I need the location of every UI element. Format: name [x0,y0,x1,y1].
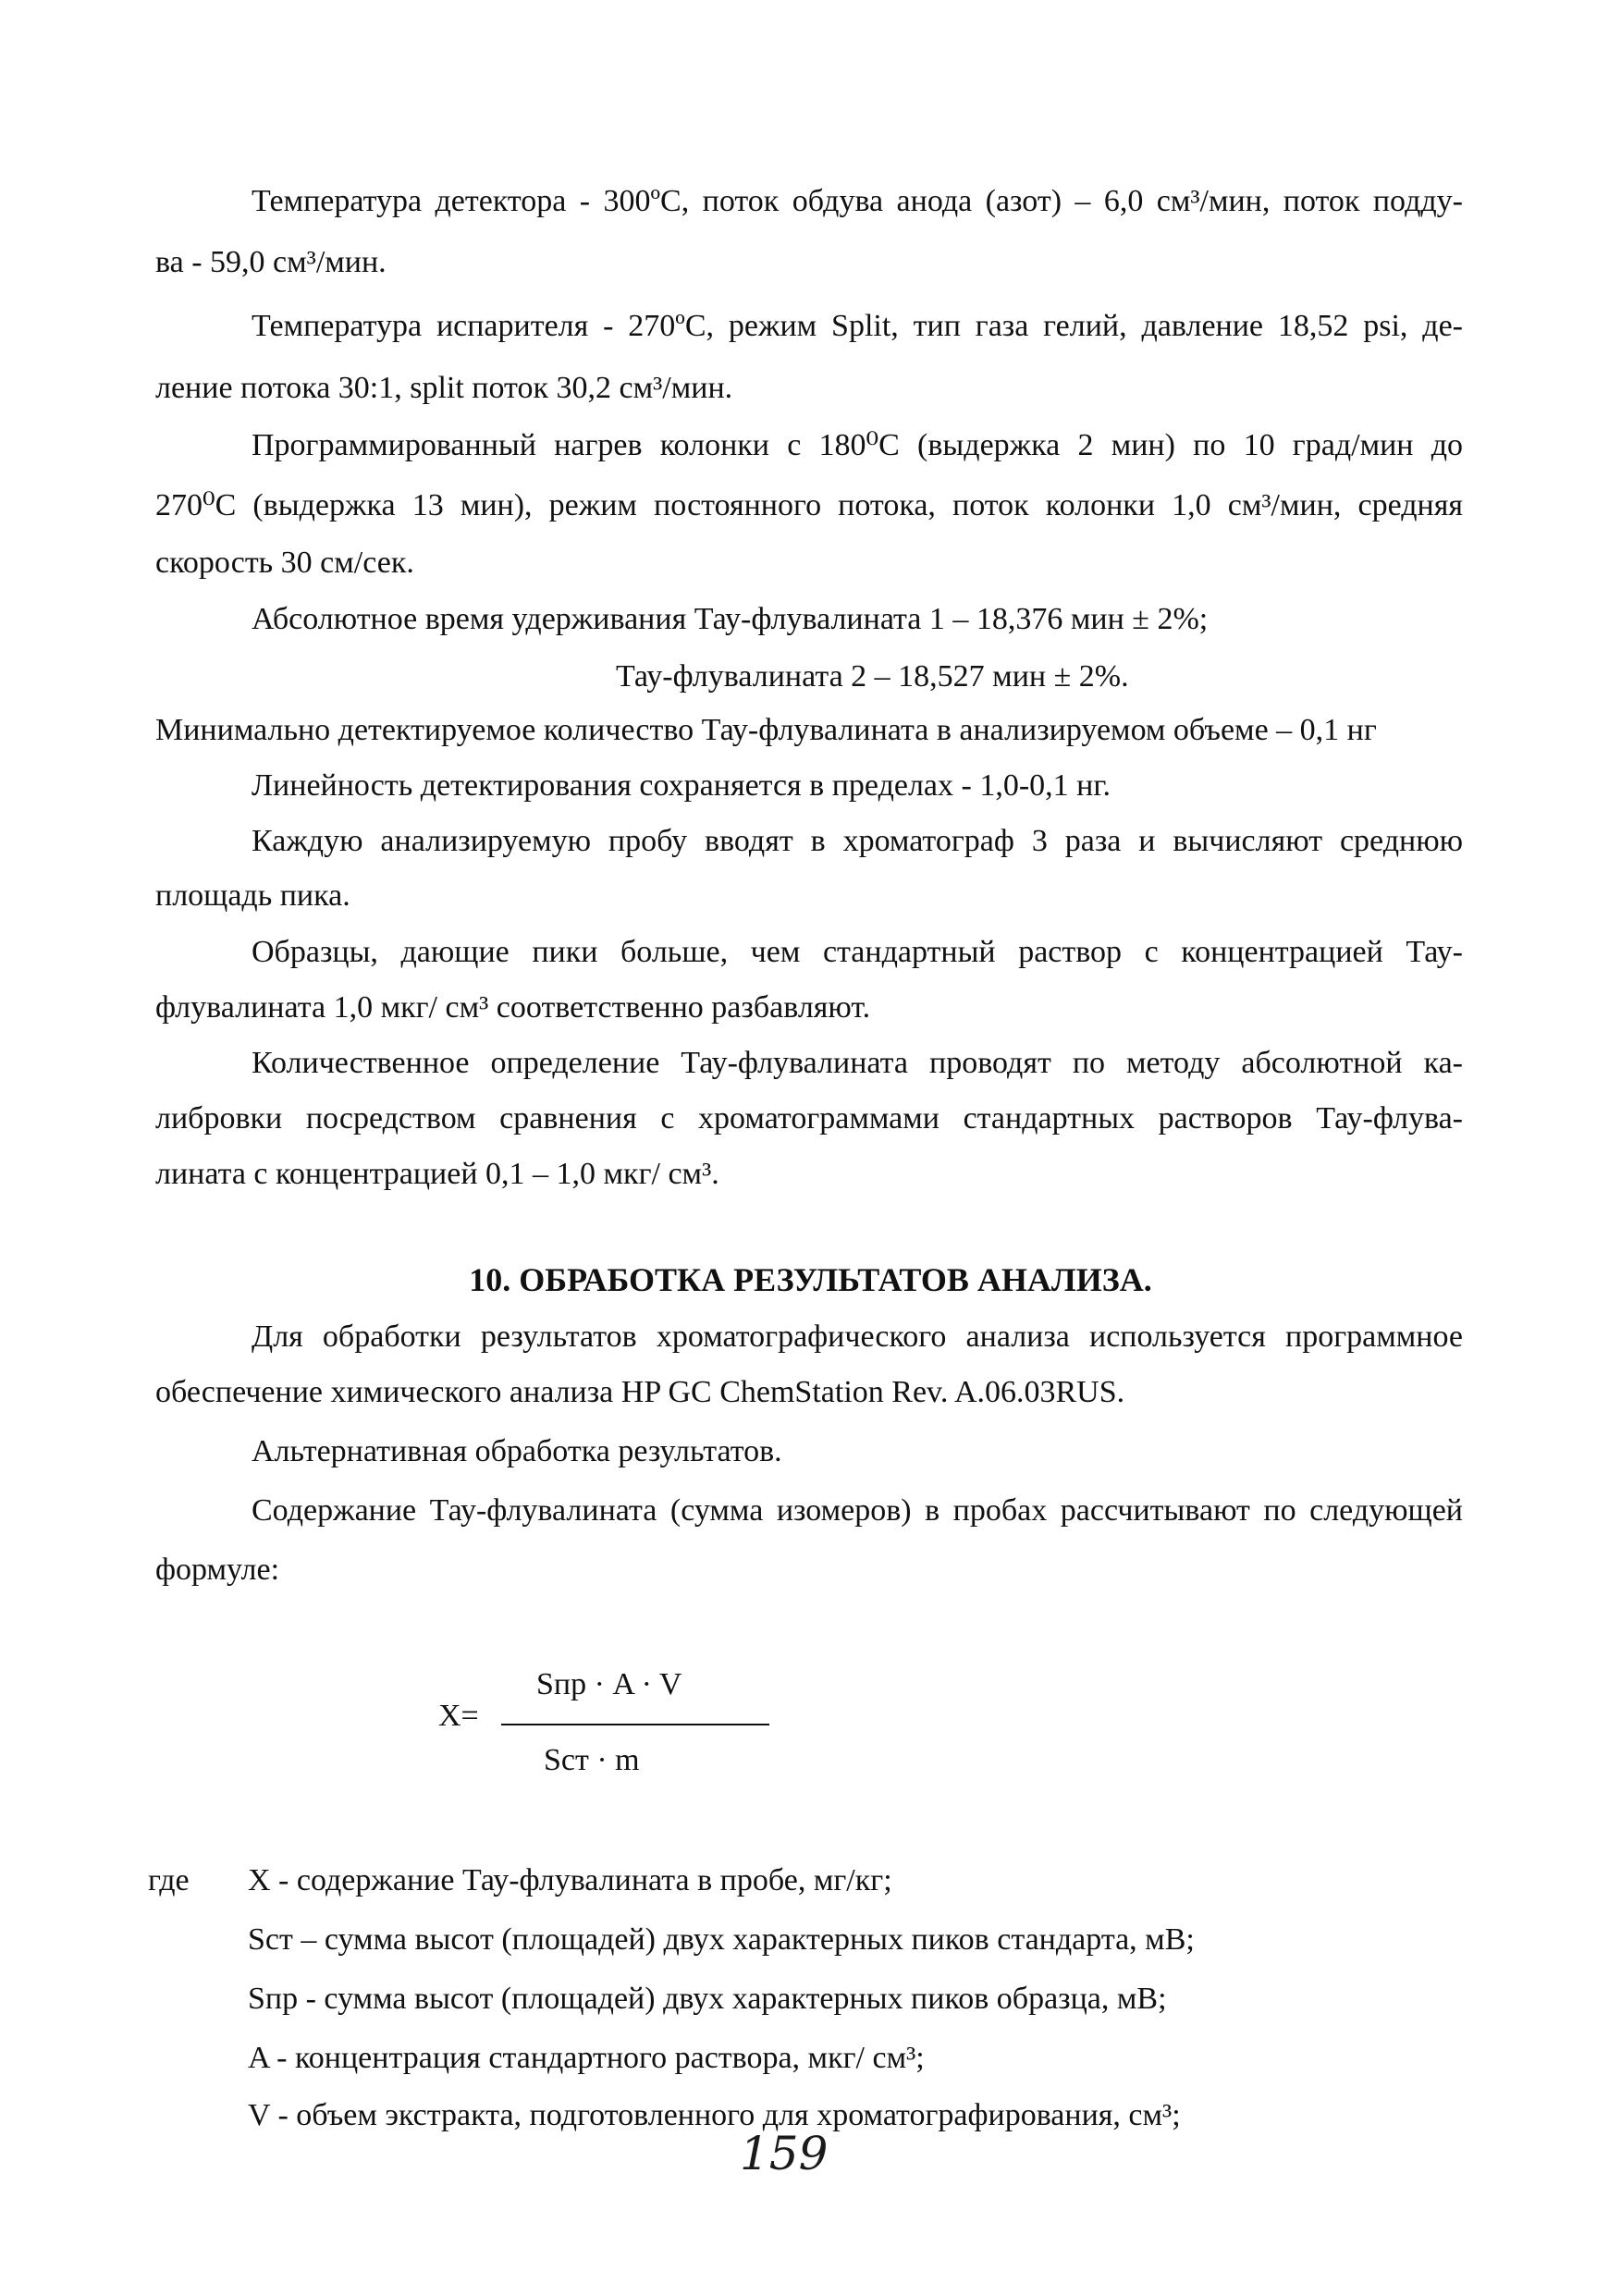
paragraph-software-line-2: обеспечение химического анализа HP GC ChemStation Rev. A.06.03RUS. [155,1375,1125,1409]
minimum-detectable-amount: Минимально детектируемое количество Тау-флувалината в анализируемом объеме – 0,1 нг [155,713,1377,747]
fraction-bar [501,1724,769,1725]
formula-numerator: Sпр · A · V [536,1667,682,1701]
alternative-processing: Альтернативная обработка результатов. [252,1434,782,1468]
handwritten-page-number: 159 [740,2127,829,2180]
paragraph-dilution-line-2: флувалината 1,0 мкг/ см³ соответственно разбавляют. [155,990,871,1025]
paragraph-evaporator-line-2: ление потока 30:1, split поток 30,2 см³/мин. [155,371,733,405]
legend-item-v: V - объем экстракта, подготовленного для хроматографирования, см³; [248,2098,1181,2132]
paragraph-calibration-line-3: лината с концентрацией 0,1 – 1,0 мкг/ см³. [155,1157,719,1191]
formula-lhs: X= [438,1699,479,1733]
detection-linearity: Линейность детектирования сохраняется в пределах - 1,0-0,1 нг. [252,768,1111,803]
legend-item-a: A - концентрация стандартного раствора, мкг/ см³; [248,2041,925,2075]
legend-item-x: X - содержание Тау-флувалината в пробе, мг/кг; [248,1863,892,1897]
paragraph-dilution-line-1: Образцы, дающие пики больше, чем стандартный раствор с концентрацией Тау- [252,935,1463,969]
paragraph-column-heating-line-2: 270⁰С (выдержка 13 мин), режим постоянного потока, поток колонки 1,0 см³/мин, средняя [155,488,1463,522]
legend-where-label: где [148,1863,190,1897]
paragraph-formula-intro-line-2: формуле: [155,1553,280,1587]
paragraph-detector-temperature-line-1: Температура детектора - 300ºС, поток обдува анода (азот) – 6,0 см³/мин, поток подду- [252,184,1463,218]
paragraph-injection-line-2: площадь пика. [155,878,350,913]
paragraph-software-line-1: Для обработки результатов хроматографического анализа используется программное [252,1320,1463,1354]
formula-denominator: Sст · m [544,1743,640,1777]
paragraph-detector-temperature-line-2: ва - 59,0 см³/мин. [155,245,387,279]
retention-time-line-2: Тау-флувалината 2 – 18,527 мин ± 2%. [616,659,1129,694]
paragraph-calibration-line-2: либровки посредством сравнения с хроматограммами стандартных растворов Тау-флува- [155,1101,1463,1136]
legend-item-sst: Sст – сумма высот (площадей) двух характерных пиков стандарта, мВ; [248,1922,1195,1957]
paragraph-evaporator-line-1: Температура испарителя - 270ºС, режим Split, тип газа гелий, давление 18,52 psi, де- [252,309,1463,343]
section-heading: 10. ОБРАБОТКА РЕЗУЛЬТАТОВ АНАЛИЗА. [469,1261,1152,1298]
paragraph-column-heating-line-3: скорость 30 см/сек. [155,546,414,580]
paragraph-column-heating-line-1: Программированный нагрев колонки с 180⁰С (выдержка 2 мин) по 10 град/мин до [252,428,1463,462]
legend-item-spr: Sпр - сумма высот (площадей) двух характерных пиков образца, мВ; [248,1982,1167,2016]
paragraph-injection-line-1: Каждую анализируемую пробу вводят в хроматограф 3 раза и вычисляют среднюю [252,824,1463,858]
paragraph-formula-intro-line-1: Содержание Тау-флувалината (сумма изомеров) в пробах рассчитывают по следующей [252,1493,1463,1528]
paragraph-calibration-line-1: Количественное определение Тау-флувалината проводят по методу абсолютной ка- [252,1046,1463,1080]
retention-time-line-1: Абсолютное время удерживания Тау-флувалината 1 – 18,376 мин ± 2%; [252,602,1209,636]
